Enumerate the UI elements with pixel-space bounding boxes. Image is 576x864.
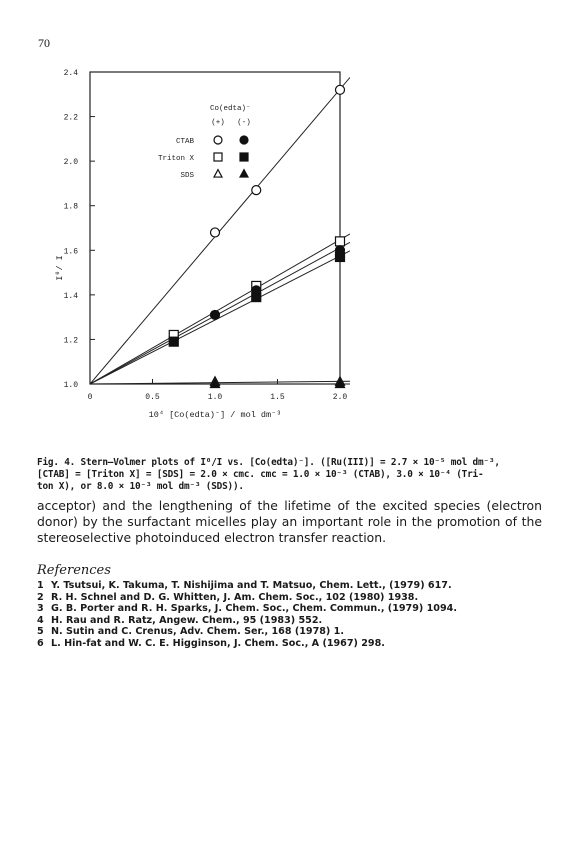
x-axis-label: 10⁴ [Co(edta)⁻] / mol dm⁻³ xyxy=(148,410,282,420)
data-point-square-open xyxy=(336,237,345,246)
y-tick-label: 1.0 xyxy=(63,381,78,390)
data-point-circle-filled xyxy=(336,246,345,255)
caption-line-1: Fig. 4. Stern–Volmer plots of I⁰/I vs. [Co(edta)⁻]. ([Ru(III)] = 2.7 × 10⁻⁵ mol dm⁻³, xyxy=(37,457,500,468)
y-tick-label: 1.8 xyxy=(63,202,78,212)
legend-marker-triangle-open xyxy=(214,170,222,177)
x-tick-label: 0 xyxy=(87,393,93,402)
reference-number: 4 xyxy=(37,614,44,626)
reference-item xyxy=(37,580,557,592)
y-axis-label: I⁰/ I xyxy=(55,255,65,281)
legend-column-label: (+) xyxy=(211,119,225,127)
page-number: 70 xyxy=(38,36,50,50)
x-tick-label: 2.0 xyxy=(332,393,348,402)
references-heading: References xyxy=(37,563,111,578)
reference-item xyxy=(37,638,557,650)
data-point-circle-open xyxy=(211,228,220,237)
data-point-circle-open xyxy=(336,85,345,94)
x-tick-label: 1.0 xyxy=(207,393,223,402)
reference-item xyxy=(37,626,557,638)
y-tick-label: 2.2 xyxy=(63,113,78,123)
caption-line-2: [CTAB] = [Triton X] = [SDS] = 2.0 × cmc. cmc = 1.0 × 10⁻³ (CTAB), 3.0 × 10⁻⁴ (Tri- xyxy=(37,469,484,480)
figure-caption xyxy=(37,457,537,493)
data-point-circle-filled xyxy=(252,286,261,295)
y-tick-label: 1.6 xyxy=(63,247,78,257)
legend-row-label: Triton X xyxy=(157,155,194,163)
legend-column-label: (-) xyxy=(237,119,251,127)
reference-item xyxy=(37,615,557,627)
legend-marker-circle-open xyxy=(214,136,222,144)
y-tick-label: 1.2 xyxy=(63,336,78,346)
data-point-circle-filled xyxy=(211,310,220,319)
fit-line xyxy=(90,234,350,384)
y-tick-label: 2.4 xyxy=(63,69,78,78)
legend-row-label: SDS xyxy=(180,172,194,180)
reference-text: Y. Tsutsui, K. Takuma, T. Nishijima and T. Matsuo, Chem. Lett., (1979) 617. xyxy=(51,580,452,591)
reference-number: 1 xyxy=(37,580,44,591)
references-list xyxy=(37,580,557,650)
fit-line xyxy=(90,242,350,384)
reference-text: R. H. Schnel and D. G. Whitten, J. Am. Chem. Soc., 102 (1980) 1938. xyxy=(51,591,419,603)
reference-number: 2 xyxy=(37,591,44,603)
caption-line-3: ton X), or 8.0 × 10⁻³ mol dm⁻³ (SDS)). xyxy=(37,481,244,492)
legend-marker-square-open xyxy=(214,153,222,161)
data-point-circle-open xyxy=(252,186,261,195)
x-tick-label: 0.5 xyxy=(145,393,160,402)
x-tick-label: 1.5 xyxy=(270,393,285,402)
reference-number: 5 xyxy=(37,626,44,638)
reference-text: N. Sutin and C. Crenus, Adv. Chem. Ser., 168 (1978) 1. xyxy=(51,626,344,638)
legend-marker-triangle-filled xyxy=(240,170,248,177)
reference-text: G. B. Porter and R. H. Sparks, J. Chem. Soc., Chem. Commun., (1979) 1094. xyxy=(51,603,457,615)
reference-number: 3 xyxy=(37,603,44,615)
fit-line xyxy=(90,251,350,384)
data-point-square-filled xyxy=(169,337,178,346)
legend-row-label: CTAB xyxy=(175,138,194,146)
y-tick-label: 1.4 xyxy=(63,291,78,301)
reference-item xyxy=(37,592,557,604)
chart-points xyxy=(169,85,344,387)
chart-legend xyxy=(158,105,251,180)
stern-volmer-chart xyxy=(50,62,350,432)
y-tick-label: 2.0 xyxy=(63,158,78,168)
legend-marker-circle-filled xyxy=(240,136,248,144)
chart-axes xyxy=(55,69,347,420)
reference-text: H. Rau and R. Ratz, Angew. Chem., 95 (1983) 552. xyxy=(51,614,323,626)
body-paragraph: acceptor) and the lengthening of the lifetime of the excited species (electron donor) by the surfactant micelles play an important role in the promotion of the stereoselective photoinduced electron transfer reaction. xyxy=(37,498,542,545)
reference-text: L. Hin-fat and W. C. E. Higginson, J. Chem. Soc., A (1967) 298. xyxy=(51,637,385,649)
reference-item xyxy=(37,603,557,615)
legend-marker-square-filled xyxy=(240,153,248,161)
reference-number: 6 xyxy=(37,637,44,649)
legend-title: Co(edta)⁻ xyxy=(210,105,251,113)
